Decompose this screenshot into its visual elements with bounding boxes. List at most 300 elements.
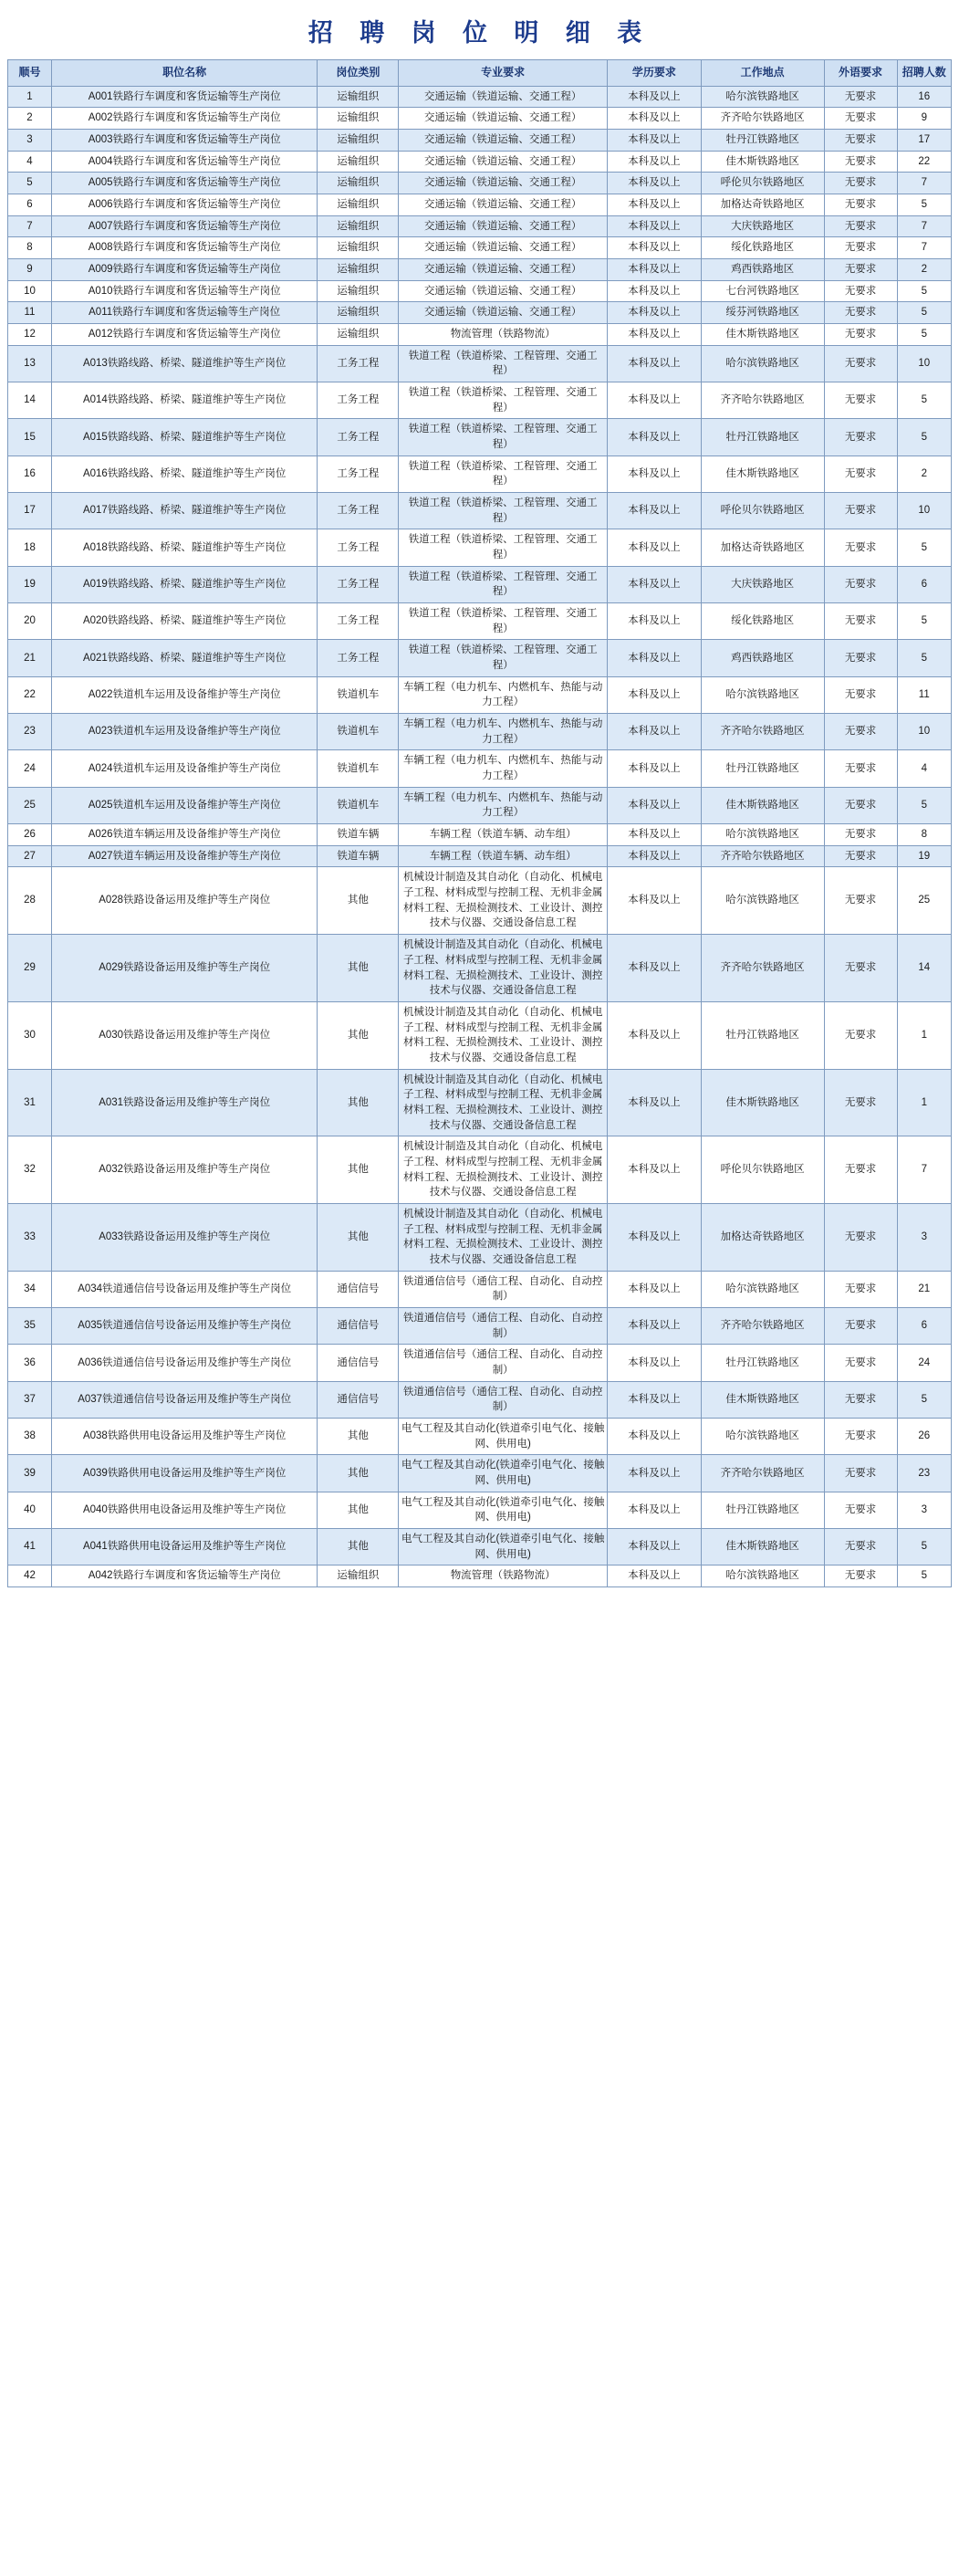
- cell-major: 铁道工程（铁道桥梁、工程管理、交通工程）: [399, 566, 608, 602]
- cell-count: 5: [897, 1529, 951, 1565]
- cell-no: 39: [8, 1455, 52, 1492]
- cell-language: 无要求: [824, 237, 897, 259]
- cell-education: 本科及以上: [607, 493, 701, 529]
- cell-education: 本科及以上: [607, 676, 701, 713]
- cell-location: 牡丹江铁路地区: [701, 1345, 824, 1381]
- cell-major: 交通运输（铁道运输、交通工程）: [399, 129, 608, 151]
- cell-category: 其他: [318, 1529, 399, 1565]
- column-header-count: 招聘人数: [897, 60, 951, 87]
- cell-position: A025铁道机车运用及设备维护等生产岗位: [51, 787, 317, 823]
- cell-location: 哈尔滨铁路地区: [701, 1565, 824, 1587]
- cell-education: 本科及以上: [607, 151, 701, 173]
- column-header-position: 职位名称: [51, 60, 317, 87]
- cell-location: 绥化铁路地区: [701, 603, 824, 640]
- cell-major: 交通运输（铁道运输、交通工程）: [399, 194, 608, 215]
- cell-language: 无要求: [824, 215, 897, 237]
- table-row: [8, 419, 952, 456]
- cell-language: 无要求: [824, 566, 897, 602]
- column-header-major: 专业要求: [399, 60, 608, 87]
- cell-location: 哈尔滨铁路地区: [701, 824, 824, 846]
- cell-education: 本科及以上: [607, 867, 701, 935]
- cell-category: 运输组织: [318, 1565, 399, 1587]
- cell-no: 33: [8, 1203, 52, 1271]
- cell-major: 物流管理（铁路物流）: [399, 323, 608, 345]
- cell-no: 31: [8, 1069, 52, 1136]
- cell-education: 本科及以上: [607, 1455, 701, 1492]
- cell-language: 无要求: [824, 345, 897, 382]
- cell-count: 1: [897, 1001, 951, 1069]
- cell-no: 13: [8, 345, 52, 382]
- table-row: [8, 323, 952, 345]
- cell-language: 无要求: [824, 1565, 897, 1587]
- cell-language: 无要求: [824, 1001, 897, 1069]
- cell-no: 7: [8, 215, 52, 237]
- cell-no: 40: [8, 1492, 52, 1528]
- cell-major: 机械设计制造及其自动化（自动化、机械电子工程、材料成型与控制工程、无机非金属材料工程、无损检测技术、工业设计、测控技术与仪器、交通设备信息工程: [399, 1069, 608, 1136]
- cell-education: 本科及以上: [607, 323, 701, 345]
- cell-category: 运输组织: [318, 323, 399, 345]
- cell-category: 通信信号: [318, 1307, 399, 1344]
- cell-no: 30: [8, 1001, 52, 1069]
- cell-major: 机械设计制造及其自动化（自动化、机械电子工程、材料成型与控制工程、无机非金属材料工程、无损检测技术、工业设计、测控技术与仪器、交通设备信息工程: [399, 867, 608, 935]
- cell-education: 本科及以上: [607, 382, 701, 419]
- cell-category: 其他: [318, 1418, 399, 1454]
- cell-education: 本科及以上: [607, 603, 701, 640]
- cell-count: 24: [897, 1345, 951, 1381]
- cell-no: 9: [8, 258, 52, 280]
- table-row: [8, 1455, 952, 1492]
- cell-count: 19: [897, 845, 951, 867]
- column-header-no: 顺号: [8, 60, 52, 87]
- cell-position: A018铁路线路、桥梁、隧道维护等生产岗位: [51, 529, 317, 566]
- cell-count: 10: [897, 493, 951, 529]
- cell-category: 通信信号: [318, 1345, 399, 1381]
- cell-count: 3: [897, 1492, 951, 1528]
- cell-count: 2: [897, 456, 951, 492]
- cell-category: 运输组织: [318, 237, 399, 259]
- cell-education: 本科及以上: [607, 750, 701, 787]
- cell-no: 4: [8, 151, 52, 173]
- cell-category: 运输组织: [318, 86, 399, 108]
- table-row: [8, 1307, 952, 1344]
- cell-location: 佳木斯铁路地区: [701, 323, 824, 345]
- cell-major: 铁道工程（铁道桥梁、工程管理、交通工程）: [399, 419, 608, 456]
- cell-category: 运输组织: [318, 129, 399, 151]
- cell-major: 电气工程及其自动化(铁道牵引电气化、接触网、供用电): [399, 1455, 608, 1492]
- cell-major: 铁道通信信号（通信工程、自动化、自动控制）: [399, 1271, 608, 1307]
- cell-category: 工务工程: [318, 345, 399, 382]
- cell-education: 本科及以上: [607, 529, 701, 566]
- cell-major: 铁道工程（铁道桥梁、工程管理、交通工程）: [399, 603, 608, 640]
- cell-location: 加格达奇铁路地区: [701, 194, 824, 215]
- cell-position: A015铁路线路、桥梁、隧道维护等生产岗位: [51, 419, 317, 456]
- cell-no: 18: [8, 529, 52, 566]
- cell-count: 26: [897, 1418, 951, 1454]
- cell-location: 佳木斯铁路地区: [701, 151, 824, 173]
- cell-major: 电气工程及其自动化(铁道牵引电气化、接触网、供用电): [399, 1492, 608, 1528]
- cell-position: A019铁路线路、桥梁、隧道维护等生产岗位: [51, 566, 317, 602]
- cell-position: A026铁道车辆运用及设备维护等生产岗位: [51, 824, 317, 846]
- cell-position: A040铁路供用电设备运用及维护等生产岗位: [51, 1492, 317, 1528]
- cell-major: 交通运输（铁道运输、交通工程）: [399, 173, 608, 194]
- cell-category: 铁道机车: [318, 787, 399, 823]
- cell-count: 5: [897, 382, 951, 419]
- cell-education: 本科及以上: [607, 108, 701, 130]
- cell-language: 无要求: [824, 676, 897, 713]
- cell-location: 呼伦贝尔铁路地区: [701, 1136, 824, 1204]
- cell-position: A027铁道车辆运用及设备维护等生产岗位: [51, 845, 317, 867]
- table-row: [8, 382, 952, 419]
- cell-position: A024铁道机车运用及设备维护等生产岗位: [51, 750, 317, 787]
- cell-no: 6: [8, 194, 52, 215]
- cell-education: 本科及以上: [607, 302, 701, 324]
- cell-position: A039铁路供用电设备运用及维护等生产岗位: [51, 1455, 317, 1492]
- page-title: 招 聘 岗 位 明 细 表: [308, 19, 651, 47]
- cell-no: 2: [8, 108, 52, 130]
- cell-location: 哈尔滨铁路地区: [701, 867, 824, 935]
- cell-position: A012铁路行车调度和客货运输等生产岗位: [51, 323, 317, 345]
- cell-count: 5: [897, 1381, 951, 1418]
- cell-no: 36: [8, 1345, 52, 1381]
- cell-education: 本科及以上: [607, 1307, 701, 1344]
- cell-position: A001铁路行车调度和客货运输等生产岗位: [51, 86, 317, 108]
- cell-location: 哈尔滨铁路地区: [701, 1271, 824, 1307]
- cell-language: 无要求: [824, 173, 897, 194]
- cell-language: 无要求: [824, 493, 897, 529]
- table-header: [8, 60, 952, 87]
- cell-major: 交通运输（铁道运输、交通工程）: [399, 108, 608, 130]
- cell-position: A008铁路行车调度和客货运输等生产岗位: [51, 237, 317, 259]
- cell-position: A010铁路行车调度和客货运输等生产岗位: [51, 280, 317, 302]
- cell-category: 运输组织: [318, 108, 399, 130]
- cell-category: 铁道机车: [318, 714, 399, 750]
- cell-no: 35: [8, 1307, 52, 1344]
- cell-education: 本科及以上: [607, 456, 701, 492]
- cell-category: 运输组织: [318, 258, 399, 280]
- cell-language: 无要求: [824, 456, 897, 492]
- cell-category: 铁道车辆: [318, 824, 399, 846]
- cell-language: 无要求: [824, 1136, 897, 1204]
- cell-location: 加格达奇铁路地区: [701, 529, 824, 566]
- cell-location: 加格达奇铁路地区: [701, 1203, 824, 1271]
- cell-major: 电气工程及其自动化(铁道牵引电气化、接触网、供用电): [399, 1418, 608, 1454]
- cell-no: 17: [8, 493, 52, 529]
- cell-count: 6: [897, 1307, 951, 1344]
- cell-category: 运输组织: [318, 215, 399, 237]
- cell-position: A007铁路行车调度和客货运输等生产岗位: [51, 215, 317, 237]
- table-row: [8, 258, 952, 280]
- table-row: [8, 676, 952, 713]
- cell-position: A017铁路线路、桥梁、隧道维护等生产岗位: [51, 493, 317, 529]
- cell-major: 物流管理（铁路物流）: [399, 1565, 608, 1587]
- cell-position: A011铁路行车调度和客货运输等生产岗位: [51, 302, 317, 324]
- cell-education: 本科及以上: [607, 194, 701, 215]
- table-row: [8, 1381, 952, 1418]
- cell-no: 16: [8, 456, 52, 492]
- cell-education: 本科及以上: [607, 1492, 701, 1528]
- cell-category: 其他: [318, 1069, 399, 1136]
- cell-position: A022铁道机车运用及设备维护等生产岗位: [51, 676, 317, 713]
- table-row: [8, 456, 952, 492]
- table-row: [8, 824, 952, 846]
- cell-count: 8: [897, 824, 951, 846]
- table-row: [8, 1069, 952, 1136]
- cell-position: A020铁路线路、桥梁、隧道维护等生产岗位: [51, 603, 317, 640]
- cell-category: 铁道机车: [318, 676, 399, 713]
- cell-position: A032铁路设备运用及维护等生产岗位: [51, 1136, 317, 1204]
- cell-major: 车辆工程（电力机车、内燃机车、热能与动力工程）: [399, 787, 608, 823]
- cell-category: 运输组织: [318, 173, 399, 194]
- cell-category: 其他: [318, 1001, 399, 1069]
- cell-position: A035铁道通信信号设备运用及维护等生产岗位: [51, 1307, 317, 1344]
- cell-language: 无要求: [824, 419, 897, 456]
- cell-no: 5: [8, 173, 52, 194]
- cell-category: 通信信号: [318, 1271, 399, 1307]
- cell-no: 29: [8, 935, 52, 1002]
- cell-location: 齐齐哈尔铁路地区: [701, 108, 824, 130]
- cell-no: 14: [8, 382, 52, 419]
- cell-count: 9: [897, 108, 951, 130]
- cell-location: 佳木斯铁路地区: [701, 456, 824, 492]
- cell-education: 本科及以上: [607, 787, 701, 823]
- cell-language: 无要求: [824, 1418, 897, 1454]
- cell-education: 本科及以上: [607, 1001, 701, 1069]
- cell-language: 无要求: [824, 151, 897, 173]
- cell-language: 无要求: [824, 258, 897, 280]
- cell-count: 16: [897, 86, 951, 108]
- cell-count: 6: [897, 566, 951, 602]
- cell-position: A037铁道通信信号设备运用及维护等生产岗位: [51, 1381, 317, 1418]
- table-row: [8, 603, 952, 640]
- column-header-language: 外语要求: [824, 60, 897, 87]
- cell-language: 无要求: [824, 1529, 897, 1565]
- cell-language: 无要求: [824, 323, 897, 345]
- cell-count: 7: [897, 173, 951, 194]
- table-row: [8, 194, 952, 215]
- cell-category: 工务工程: [318, 640, 399, 676]
- cell-location: 哈尔滨铁路地区: [701, 676, 824, 713]
- cell-no: 37: [8, 1381, 52, 1418]
- cell-no: 8: [8, 237, 52, 259]
- cell-language: 无要求: [824, 640, 897, 676]
- cell-count: 7: [897, 1136, 951, 1204]
- cell-position: A004铁路行车调度和客货运输等生产岗位: [51, 151, 317, 173]
- cell-category: 工务工程: [318, 493, 399, 529]
- cell-no: 3: [8, 129, 52, 151]
- cell-position: A013铁路线路、桥梁、隧道维护等生产岗位: [51, 345, 317, 382]
- cell-no: 42: [8, 1565, 52, 1587]
- cell-language: 无要求: [824, 1203, 897, 1271]
- cell-no: 23: [8, 714, 52, 750]
- cell-education: 本科及以上: [607, 640, 701, 676]
- recruitment-table: [7, 59, 952, 1587]
- cell-major: 交通运输（铁道运输、交通工程）: [399, 215, 608, 237]
- cell-location: 牡丹江铁路地区: [701, 129, 824, 151]
- cell-position: A005铁路行车调度和客货运输等生产岗位: [51, 173, 317, 194]
- cell-major: 交通运输（铁道运输、交通工程）: [399, 237, 608, 259]
- cell-language: 无要求: [824, 129, 897, 151]
- cell-major: 铁道工程（铁道桥梁、工程管理、交通工程）: [399, 640, 608, 676]
- cell-language: 无要求: [824, 108, 897, 130]
- cell-location: 牡丹江铁路地区: [701, 1492, 824, 1528]
- cell-language: 无要求: [824, 824, 897, 846]
- cell-major: 铁道工程（铁道桥梁、工程管理、交通工程）: [399, 529, 608, 566]
- cell-no: 19: [8, 566, 52, 602]
- cell-no: 12: [8, 323, 52, 345]
- cell-language: 无要求: [824, 1307, 897, 1344]
- cell-count: 1: [897, 1069, 951, 1136]
- cell-count: 5: [897, 323, 951, 345]
- cell-location: 绥芬河铁路地区: [701, 302, 824, 324]
- cell-major: 交通运输（铁道运输、交通工程）: [399, 258, 608, 280]
- cell-position: A042铁路行车调度和客货运输等生产岗位: [51, 1565, 317, 1587]
- cell-major: 交通运输（铁道运输、交通工程）: [399, 151, 608, 173]
- cell-major: 机械设计制造及其自动化（自动化、机械电子工程、材料成型与控制工程、无机非金属材料工程、无损检测技术、工业设计、测控技术与仪器、交通设备信息工程: [399, 1001, 608, 1069]
- column-header-education: 学历要求: [607, 60, 701, 87]
- cell-location: 哈尔滨铁路地区: [701, 86, 824, 108]
- cell-category: 工务工程: [318, 529, 399, 566]
- cell-location: 呼伦贝尔铁路地区: [701, 493, 824, 529]
- table-row: [8, 1345, 952, 1381]
- cell-category: 运输组织: [318, 194, 399, 215]
- cell-category: 其他: [318, 1455, 399, 1492]
- cell-location: 齐齐哈尔铁路地区: [701, 1307, 824, 1344]
- cell-no: 1: [8, 86, 52, 108]
- cell-location: 佳木斯铁路地区: [701, 1381, 824, 1418]
- cell-language: 无要求: [824, 1069, 897, 1136]
- cell-language: 无要求: [824, 714, 897, 750]
- table-row: [8, 1492, 952, 1528]
- cell-count: 3: [897, 1203, 951, 1271]
- cell-language: 无要求: [824, 529, 897, 566]
- cell-position: A028铁路设备运用及维护等生产岗位: [51, 867, 317, 935]
- cell-count: 5: [897, 419, 951, 456]
- cell-position: A006铁路行车调度和客货运输等生产岗位: [51, 194, 317, 215]
- cell-language: 无要求: [824, 280, 897, 302]
- table-row: [8, 302, 952, 324]
- table-row: [8, 1001, 952, 1069]
- table-row: [8, 1418, 952, 1454]
- cell-language: 无要求: [824, 1345, 897, 1381]
- table-row: [8, 1529, 952, 1565]
- cell-position: A002铁路行车调度和客货运输等生产岗位: [51, 108, 317, 130]
- cell-no: 32: [8, 1136, 52, 1204]
- cell-category: 铁道机车: [318, 750, 399, 787]
- cell-no: 11: [8, 302, 52, 324]
- cell-language: 无要求: [824, 1455, 897, 1492]
- cell-education: 本科及以上: [607, 1418, 701, 1454]
- table-row: [8, 714, 952, 750]
- table-row: [8, 529, 952, 566]
- cell-education: 本科及以上: [607, 714, 701, 750]
- cell-language: 无要求: [824, 1492, 897, 1528]
- cell-count: 10: [897, 714, 951, 750]
- cell-major: 交通运输（铁道运输、交通工程）: [399, 302, 608, 324]
- cell-location: 哈尔滨铁路地区: [701, 1418, 824, 1454]
- table-row: [8, 129, 952, 151]
- cell-no: 38: [8, 1418, 52, 1454]
- cell-education: 本科及以上: [607, 1069, 701, 1136]
- cell-education: 本科及以上: [607, 566, 701, 602]
- cell-position: A016铁路线路、桥梁、隧道维护等生产岗位: [51, 456, 317, 492]
- column-header-location: 工作地点: [701, 60, 824, 87]
- cell-position: A030铁路设备运用及维护等生产岗位: [51, 1001, 317, 1069]
- cell-location: 哈尔滨铁路地区: [701, 345, 824, 382]
- cell-education: 本科及以上: [607, 173, 701, 194]
- cell-category: 其他: [318, 1203, 399, 1271]
- cell-location: 牡丹江铁路地区: [701, 419, 824, 456]
- cell-category: 工务工程: [318, 603, 399, 640]
- cell-major: 铁道工程（铁道桥梁、工程管理、交通工程）: [399, 345, 608, 382]
- table-row: [8, 867, 952, 935]
- table-row: [8, 86, 952, 108]
- cell-category: 工务工程: [318, 419, 399, 456]
- cell-language: 无要求: [824, 1271, 897, 1307]
- cell-language: 无要求: [824, 1381, 897, 1418]
- cell-language: 无要求: [824, 845, 897, 867]
- cell-location: 齐齐哈尔铁路地区: [701, 1455, 824, 1492]
- cell-position: A029铁路设备运用及维护等生产岗位: [51, 935, 317, 1002]
- cell-position: A038铁路供用电设备运用及维护等生产岗位: [51, 1418, 317, 1454]
- cell-location: 绥化铁路地区: [701, 237, 824, 259]
- table-row: [8, 237, 952, 259]
- table-row: [8, 566, 952, 602]
- cell-language: 无要求: [824, 382, 897, 419]
- cell-location: 齐齐哈尔铁路地区: [701, 382, 824, 419]
- cell-major: 铁道通信信号（通信工程、自动化、自动控制）: [399, 1381, 608, 1418]
- cell-position: A033铁路设备运用及维护等生产岗位: [51, 1203, 317, 1271]
- cell-count: 5: [897, 787, 951, 823]
- table-row: [8, 1271, 952, 1307]
- cell-count: 4: [897, 750, 951, 787]
- cell-no: 10: [8, 280, 52, 302]
- cell-language: 无要求: [824, 867, 897, 935]
- cell-language: 无要求: [824, 86, 897, 108]
- cell-language: 无要求: [824, 935, 897, 1002]
- cell-major: 机械设计制造及其自动化（自动化、机械电子工程、材料成型与控制工程、无机非金属材料工程、无损检测技术、工业设计、测控技术与仪器、交通设备信息工程: [399, 935, 608, 1002]
- cell-no: 15: [8, 419, 52, 456]
- cell-major: 车辆工程（电力机车、内燃机车、热能与动力工程）: [399, 714, 608, 750]
- cell-category: 运输组织: [318, 280, 399, 302]
- cell-category: 其他: [318, 1492, 399, 1528]
- cell-location: 牡丹江铁路地区: [701, 750, 824, 787]
- cell-location: 佳木斯铁路地区: [701, 787, 824, 823]
- cell-category: 运输组织: [318, 151, 399, 173]
- table-row: [8, 493, 952, 529]
- cell-count: 14: [897, 935, 951, 1002]
- cell-no: 28: [8, 867, 52, 935]
- column-header-category: 岗位类别: [318, 60, 399, 87]
- cell-count: 7: [897, 215, 951, 237]
- cell-education: 本科及以上: [607, 215, 701, 237]
- cell-category: 其他: [318, 867, 399, 935]
- cell-position: A031铁路设备运用及维护等生产岗位: [51, 1069, 317, 1136]
- cell-no: 34: [8, 1271, 52, 1307]
- cell-location: 七台河铁路地区: [701, 280, 824, 302]
- cell-no: 21: [8, 640, 52, 676]
- cell-position: A041铁路供用电设备运用及维护等生产岗位: [51, 1529, 317, 1565]
- cell-major: 交通运输（铁道运输、交通工程）: [399, 280, 608, 302]
- cell-education: 本科及以上: [607, 1345, 701, 1381]
- cell-location: 大庆铁路地区: [701, 566, 824, 602]
- cell-education: 本科及以上: [607, 1529, 701, 1565]
- cell-count: 5: [897, 640, 951, 676]
- cell-no: 20: [8, 603, 52, 640]
- cell-location: 佳木斯铁路地区: [701, 1069, 824, 1136]
- table-row: [8, 345, 952, 382]
- table-row: [8, 173, 952, 194]
- cell-category: 通信信号: [318, 1381, 399, 1418]
